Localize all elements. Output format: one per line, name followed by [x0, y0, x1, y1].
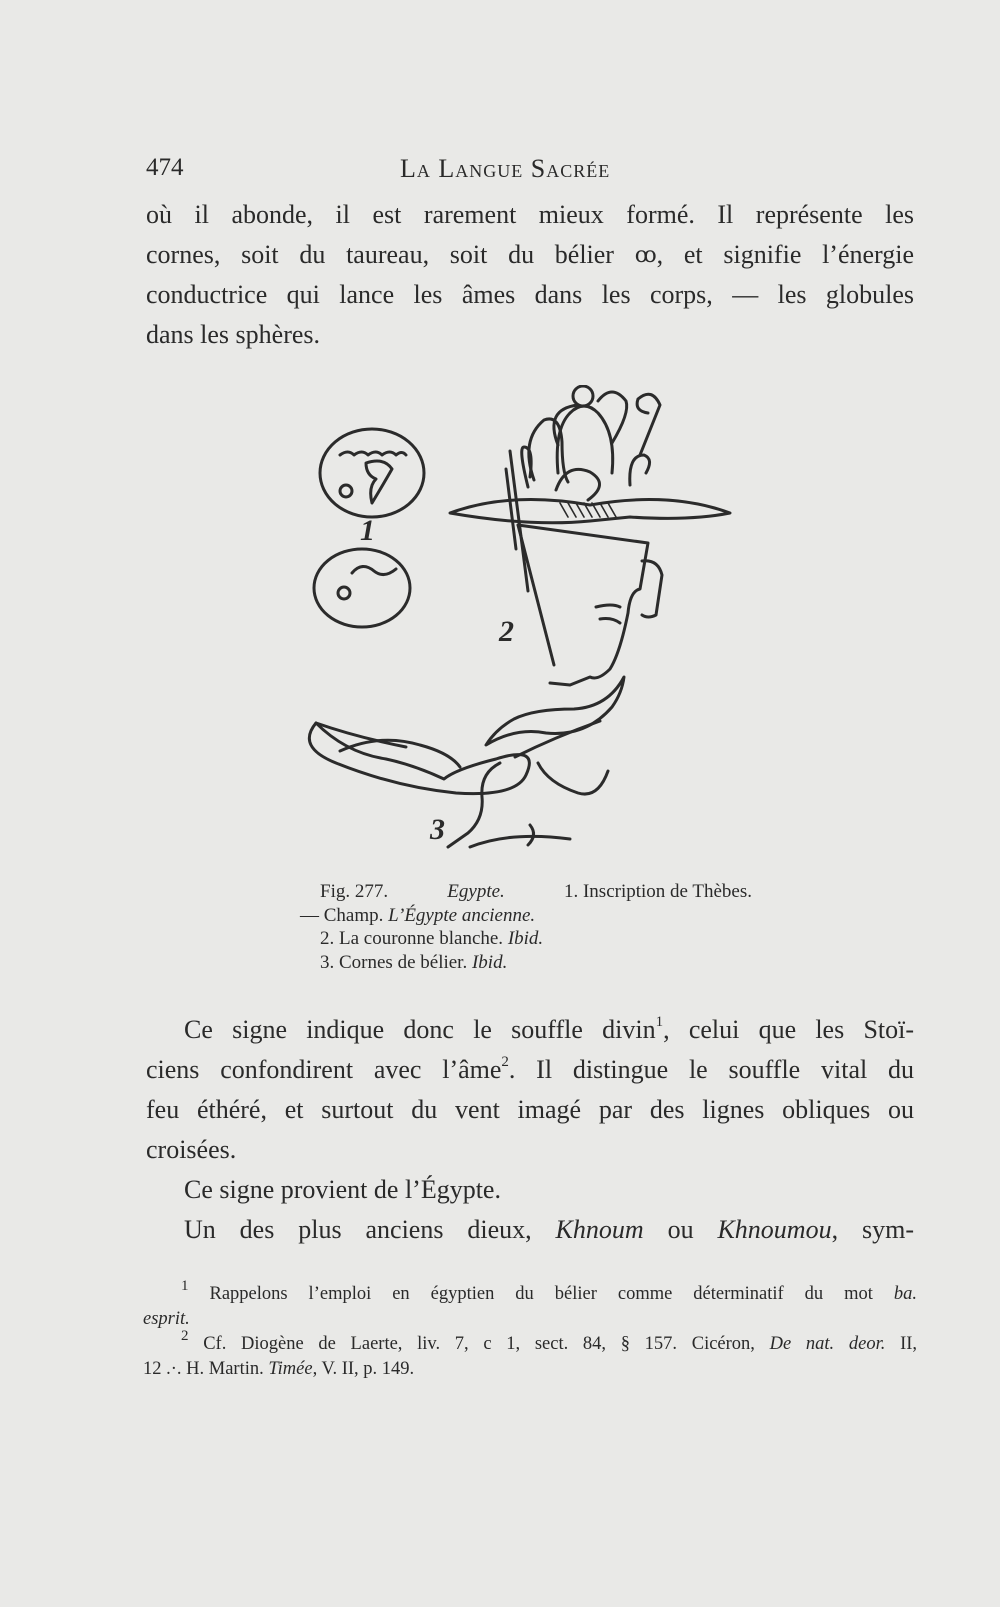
footnote-line [143, 1307, 917, 1332]
footnote-line [143, 1277, 918, 1307]
caption-line [300, 904, 770, 928]
figure-277 [300, 385, 760, 875]
text-fragment: , et signifie l’énergie [656, 240, 914, 269]
page-number: 474 [146, 154, 184, 181]
ram-horns-glyph: ꝏ [634, 242, 657, 267]
caption-line [300, 880, 752, 904]
figure-label-2: 2 [499, 615, 514, 648]
text-line: feu éthéré, et surtout du vent imagé par des lignes obliques ou [146, 1095, 914, 1124]
caption-item-3: 3. Cornes de bélier. [320, 951, 468, 973]
caption-item-1: 1. Inscription de Thèbes. [563, 881, 752, 902]
footnote-1 [143, 1277, 918, 1332]
caption-item-2: 2. La couronne blanche. [320, 928, 504, 949]
footnote-term: ba. [893, 1284, 918, 1304]
figure-caption [300, 880, 770, 974]
paragraph-origin [146, 1170, 914, 1210]
text-line: dans les sphères. [146, 320, 321, 349]
text-fragment: . Il distingue le souffle vital du [508, 1055, 914, 1084]
caption-source-title: L’Égypte ancienne. [388, 904, 536, 926]
caption-ibid: Ibid. [471, 951, 508, 973]
footnote-work-title: Timée [268, 1359, 313, 1379]
white-crown-figure [450, 386, 730, 685]
figure-label-3: 3 [430, 813, 445, 846]
text-line [184, 1210, 914, 1250]
footnote-marker: 2 [181, 1327, 189, 1344]
text-fragment: , celui que les Stoï- [663, 1015, 915, 1044]
deity-name: Khnoumou [717, 1215, 832, 1244]
footnote-text: , V. II, p. 149. [312, 1359, 415, 1379]
text-line [146, 1050, 914, 1090]
text-fragment: Ce signe indique donc le souffle divin [184, 1015, 656, 1044]
footnote-text: Cf. Diogène de Laerte, liv. 7, c 1, sect. 84, § 157. Cicéron, [203, 1334, 755, 1354]
figure-label-1: 1 [360, 514, 375, 547]
paragraph-horns [146, 195, 914, 355]
footnote-ref-1[interactable]: 1 [655, 1014, 664, 1031]
caption-line [300, 951, 770, 975]
running-head: La Langue Sacrée [400, 154, 611, 183]
footnote-marker: 1 [181, 1277, 189, 1294]
footnote-work-title: De nat. deor. [769, 1334, 886, 1354]
ram-horns-figure [309, 677, 624, 847]
footnote-text: II, [900, 1334, 918, 1354]
page-header [146, 154, 916, 190]
text-fragment: ou [667, 1215, 694, 1244]
caption-source: — Champ. [300, 904, 384, 926]
text-line: conductrice qui lance les âmes dans les corps, — les globules [146, 280, 914, 309]
footnote-text: Rappelons l’emploi en égyptien du bélier comme déterminatif du mot [209, 1284, 873, 1304]
paragraph-khnoum [146, 1210, 914, 1250]
paragraph-souffle [146, 1010, 914, 1170]
footnote-term: esprit. [143, 1309, 190, 1329]
footnote-line [143, 1327, 918, 1357]
figure-number: Fig. 277. [320, 881, 389, 902]
caption-country: Egypte. [447, 881, 505, 902]
text-line: Ce signe provient de l’Égypte. [184, 1175, 501, 1204]
text-line [146, 1010, 914, 1050]
text-line [146, 235, 914, 275]
caption-line [300, 927, 770, 951]
text-fragment: Un des plus anciens dieux, [184, 1215, 532, 1244]
text-line: où il abonde, il est rarement mieux formé. Il représente les [146, 200, 914, 229]
footnote-text: 12 .·. H. Martin. [143, 1359, 264, 1379]
deity-name: Khnoum [555, 1215, 644, 1244]
footnote-2 [143, 1327, 918, 1382]
text-fragment: cornes, soit du taureau, soit du bélier [146, 240, 614, 269]
text-line: croisées. [146, 1135, 237, 1164]
footnote-line [143, 1357, 917, 1382]
text-fragment: ciens confondirent avec l’âme [146, 1055, 502, 1084]
text-fragment: , sym- [831, 1215, 914, 1244]
caption-ibid: Ibid. [507, 928, 544, 949]
footnote-ref-2[interactable]: 2 [501, 1054, 509, 1071]
